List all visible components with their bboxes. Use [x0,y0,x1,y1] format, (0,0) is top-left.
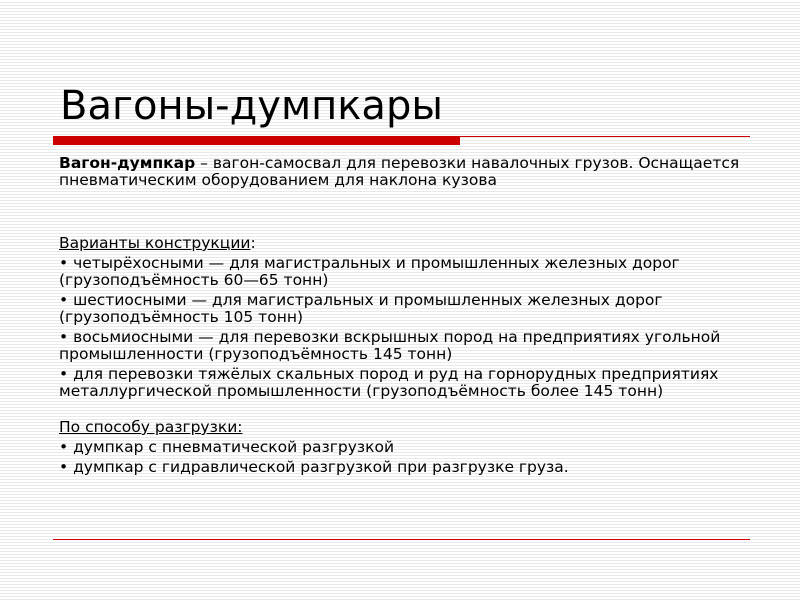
unloading-item: • думпкар с пневматической разгрузкой [59,438,395,456]
unloading-item: • думпкар с гидравлической разгрузкой при разгрузке груза. [59,458,569,476]
slide-body [59,155,749,476]
title-underline-rule [460,136,750,137]
variants-heading-label: Варианты конструкции [59,234,251,252]
variants-heading-colon: : [250,234,256,252]
variant-item: • для перевозки тяжёлых скальных пород и руд на горнорудных предприятиях металлургической промышленности (грузоподъёмность более 145 тонн) [59,365,719,400]
definition-paragraph [59,155,749,189]
variant-item: • шестиосными — для магистральных и промышленных железных дорог (грузоподъёмность 105 тонн) [59,291,663,326]
title-underline-bar [53,136,460,145]
variant-item: • восьмиосными — для перевозки вскрышных пород на предприятиях угольной промышленности (грузоподъёмность 145 тонн) [59,328,721,363]
variants-heading [59,235,749,252]
definition-term: Вагон-думпкар [59,154,196,172]
variant-item: • четырёхосными — для магистральных и промышленных железных дорог (грузоподъёмность 60—65 тонн) [59,254,680,289]
unloading-heading-label: По способу разгрузки: [59,418,243,436]
definition-text: – вагон-самосвал для перевозки навалочных грузов. Оснащается пневматическим оборудованием для наклона кузова [59,154,740,189]
unloading-heading [59,419,749,436]
slide-title: Вагоны-думпкары [60,83,443,129]
bottom-rule [53,539,750,540]
